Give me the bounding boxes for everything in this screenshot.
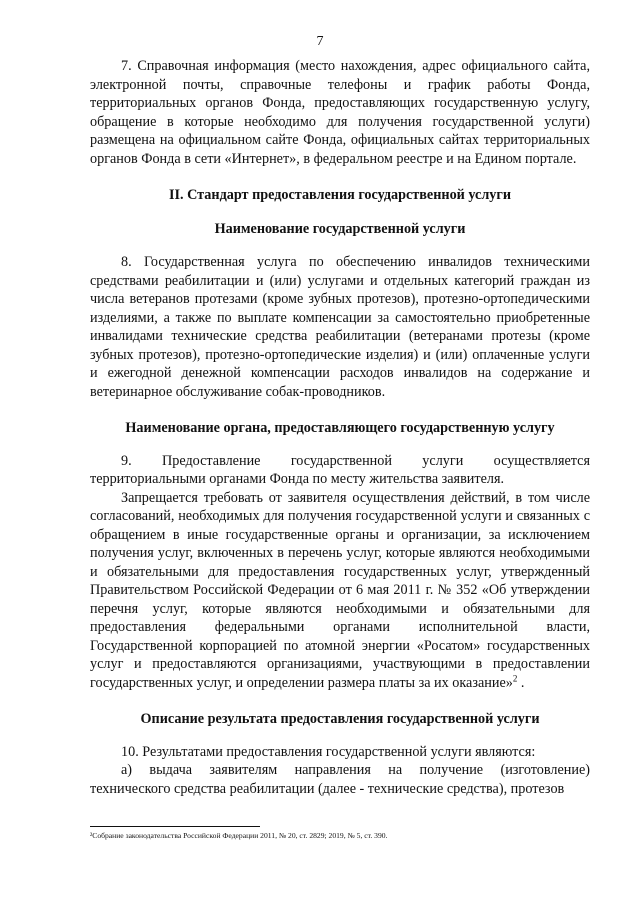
paragraph-9-continued-end: . (517, 674, 525, 691)
footnote-marker: 2 (512, 672, 518, 683)
section-title: II. Стандарт предоставления государственной услуги (168, 187, 512, 203)
footnote-divider (90, 826, 260, 827)
heading-authority: Наименование органа, предоставляющего государственную услугу (125, 420, 555, 436)
page-number: 7 (316, 34, 324, 49)
paragraph-9-continued (90, 489, 590, 693)
paragraph-9: 9. Предоставление государственной услуги осуществляется территориальными органами Фонда по месту жительства заявителя. (90, 452, 590, 487)
footnote: ²Собрание законодательства Российской Федерации 2011, № 20, ст. 2829; 2019, № 5, ст. 390. (90, 831, 388, 840)
document-body (90, 57, 590, 798)
heading-service-name: Наименование государственной услуги (214, 220, 466, 237)
paragraph-10-a: а) выдача заявителям направления на получение (изготовление) технического средства реабилитации (далее - технические средства), протезов (90, 762, 590, 797)
paragraph-9-continued-text: Запрещается требовать от заявителя осуществления действий, в том числе согласований, необходимых для получения государственной услуги и связанных с обращением в иные государственные органы и организации, за исключением получения услуг, включенных в перечень услуг, которые являются необходимыми и обязательными для предоставления государственных услуг, утвержденный Правительством Российской Федерации от 6 мая 2011 г. № 352 «Об утверждении перечня услуг, которые являются необходимыми и обязательными для предоставления федеральными органами исполнительной власти, Государственной корпорацией по атомной энергии «Росатом» государственных услуг и предоставляются организациями, участвующими в предоставлении государственных услуг, и определении размера платы за их оказание» (90, 489, 590, 691)
heading-result: Описание результата предоставления государственной услуги (140, 711, 540, 727)
paragraph-8: 8. Государственная услуга по обеспечению инвалидов техническими средствами реабилитации и (или) услугами и отдельных категорий граждан из числа ветеранов протезами (кроме зубных протезов), протезно-ортопедическими изделиями, а также по выплате компенсации за самостоятельно приобретенные инвалидами технические средства реабилитации (ветеранами протезы (кроме зубных протезов), протезно-ортопедические изделия) и (или) оплаченные услуги и ежегодной денежной компенсации расходов инвалидов на содержание и ветеринарное обслуживание собак-проводников. (90, 254, 590, 400)
paragraph-7: 7. Справочная информация (место нахождения, адрес официального сайта, электронной почты, справочные телефоны и график работы Фонда, территориальных органов Фонда, предоставляющих государственную услугу, обращение в которые необходимо для получения государственной услуги) размещена на официальном сайте Фонда, официальных сайтах территориальных органов Фонда в сети «Интернет», в федеральном реестре и на Едином портале. (90, 58, 590, 167)
paragraph-10: 10. Результатами предоставления государственной услуги являются: (121, 743, 536, 760)
